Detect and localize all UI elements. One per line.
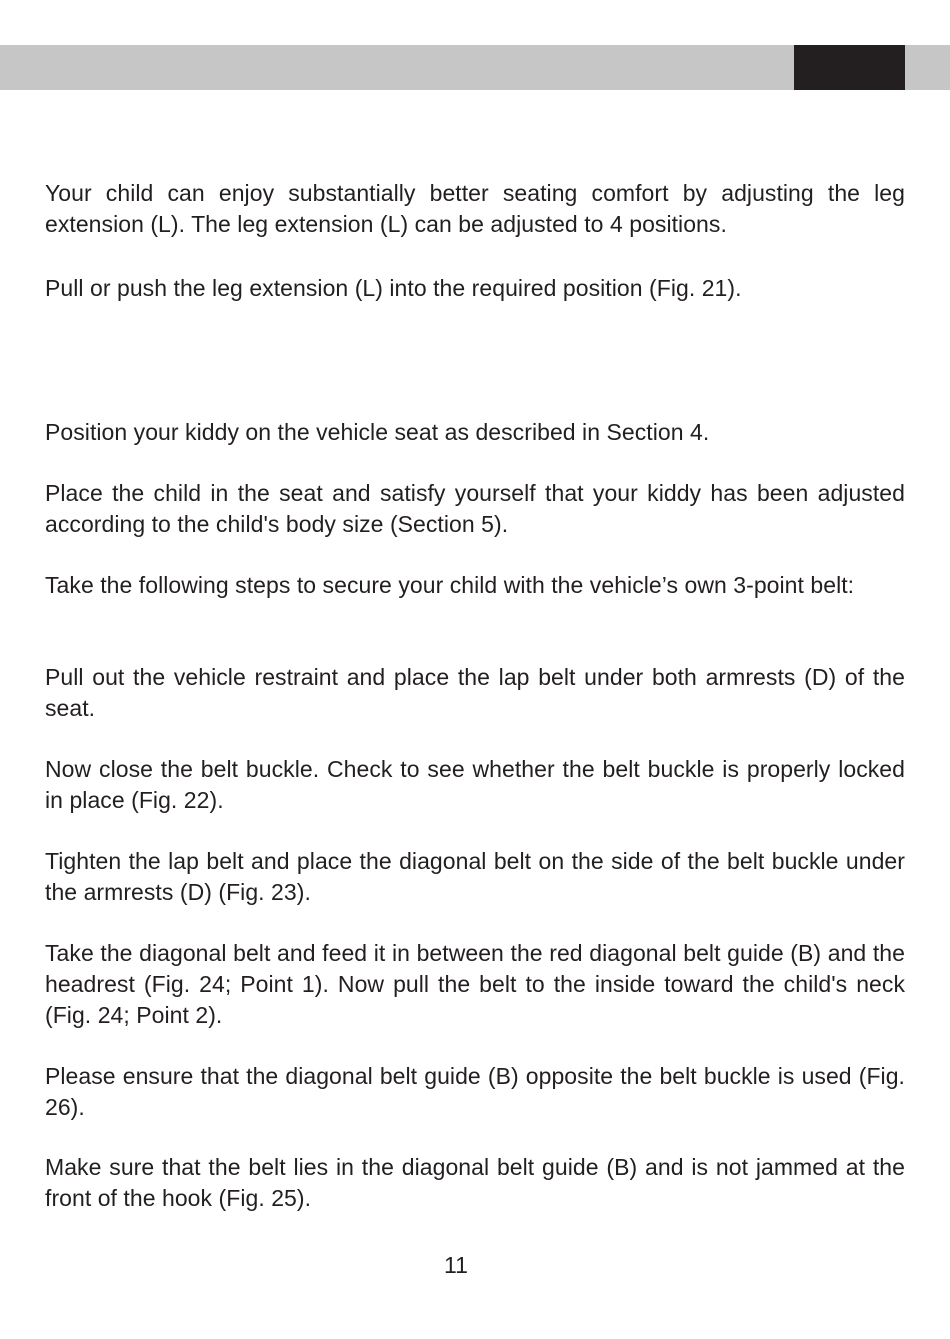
leg-extension-paragraph-1: Your child can enjoy substantially better seating comfort by adjusting the leg extension (L). The leg extension (L) can be adjusted to 4 positions. [45, 180, 905, 237]
securing-paragraph-8: Please ensure that the diagonal belt guide (B) opposite the belt buckle is used (Fig. 26). [45, 1063, 905, 1120]
securing-paragraph-6: Tighten the lap belt and place the diagonal belt on the side of the belt buckle under the armrests (D) (Fig. 23). [45, 848, 905, 905]
header-tab [794, 45, 905, 90]
securing-paragraph-7: Take the diagonal belt and feed it in between the red diagonal belt guide (B) and the headrest (Fig. 24; Point 1). Now pull the belt to the inside toward the child's neck (Fig. 24; Point 2). [45, 940, 905, 1028]
securing-paragraph-1: Position your kiddy on the vehicle seat as described in Section 4. [45, 419, 710, 445]
securing-paragraph-3: Take the following steps to secure your child with the vehicle’s own 3-point belt: [45, 572, 855, 598]
leg-extension-paragraph-2: Pull or push the leg extension (L) into the required position (Fig. 21). [45, 275, 742, 301]
securing-paragraph-2: Place the child in the seat and satisfy yourself that your kiddy has been adjusted according to the child's body size (Section 5). [45, 480, 905, 537]
page-number: 11 [444, 1252, 468, 1278]
securing-paragraph-5: Now close the belt buckle. Check to see whether the belt buckle is properly locked in place (Fig. 22). [45, 756, 905, 813]
securing-paragraph-4: Pull out the vehicle restraint and place the lap belt under both armrests (D) of the seat. [45, 664, 905, 721]
securing-paragraph-9: Make sure that the belt lies in the diagonal belt guide (B) and is not jammed at the front of the hook (Fig. 25). [45, 1154, 905, 1211]
